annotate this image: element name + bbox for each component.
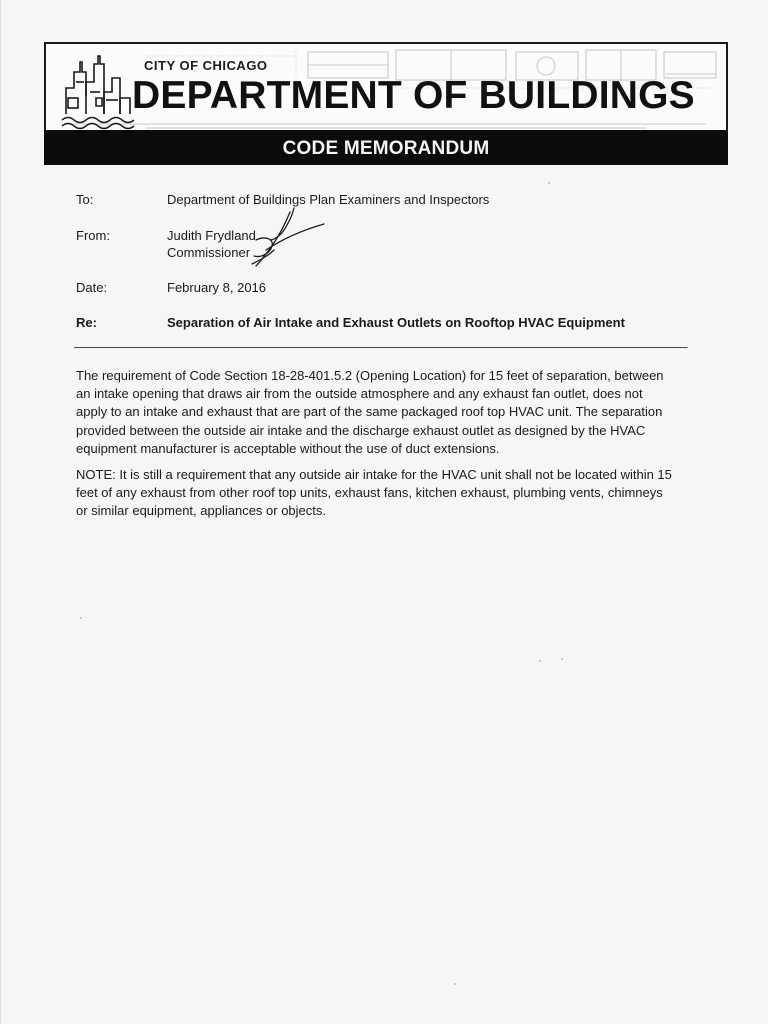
department-name: DEPARTMENT OF BUILDINGS	[132, 74, 695, 117]
body-paragraph-1: The requirement of Code Section 18-28-401.5.2 (Opening Location) for 15 feet of separation, between an intake opening that draws air from the outside atmosphere and any exhaust fan outlet, does not apply to an intake and exhaust that are part of the same packaged roof top HVAC unit. The separation provided between the outside air intake and the discharge exhaust outlet as designed by the HVAC equipment manufacturer is acceptable without the use of duct extensions.	[76, 368, 664, 456]
letterhead	[44, 42, 728, 132]
body-paragraph-2: NOTE: It is still a requirement that any outside air intake for the HVAC unit shall not be located within 15 feet of any exhaust from other roof top units, exhaust fans, kitchen exhaust, plumbing vents, chimneys or similar equipment, appliances or objects.	[76, 467, 672, 519]
to-label: To:	[76, 192, 94, 207]
scan-speck	[548, 182, 550, 184]
date-value: February 8, 2016	[167, 280, 267, 295]
scan-speck	[539, 660, 541, 662]
divider-line	[74, 347, 688, 349]
to-value: Department of Buildings Plan Examiners and Inspectors	[167, 192, 490, 207]
city-name: CITY OF CHICAGO	[144, 58, 268, 73]
re-label: Re:	[76, 315, 97, 330]
signature	[246, 206, 326, 270]
scan-speck	[80, 617, 82, 619]
scan-speck	[561, 658, 563, 660]
from-title: Commissioner	[167, 245, 251, 260]
date-label: Date:	[76, 280, 108, 295]
re-subject: Separation of Air Intake and Exhaust Outlets on Rooftop HVAC Equipment	[167, 315, 625, 330]
scan-speck	[454, 983, 456, 985]
scan-edge	[0, 0, 1, 1024]
from-label: From:	[76, 228, 110, 243]
from-name: Judith Frydland	[167, 228, 256, 243]
memo-type-banner: CODE MEMORANDUM	[44, 130, 728, 165]
chicago-skyline-logo	[60, 52, 136, 130]
